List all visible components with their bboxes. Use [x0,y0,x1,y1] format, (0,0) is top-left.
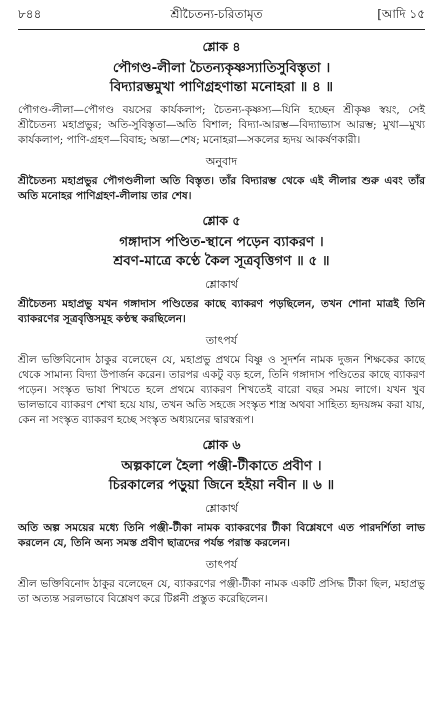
verse-4-line-1: পৌগণ্ড-লীলা চৈতন্যকৃষ্ণস্যাতিসুবিস্তৃতা । [112,60,331,76]
verse-5-meaning-label: শ্লোকার্থ [205,278,238,291]
verse-6-purport: শ্রীল ভক্তিবিনোদ ঠাকুর বলেছেন যে, ব্যাকরণের পঞ্জী-টীকা নামক একটি প্রসিদ্ধ টীকা ছিল, মহাপ্রভু তা অত্যন্ত সরলভাবে বিশ্লেষণ করে টিপ্পনী প্রস্তুত করেছিলেন। [18,578,425,605]
verse-4-line-2: বিদ্যারম্ভমুখা পাণিগ্রহণান্তা মনোহরা ॥ ৪ ॥ [109,79,334,95]
verse-4-label: শ্লোক ৪ [202,39,241,54]
verse-6-meaning-label: শ্লোকার্থ [205,502,238,515]
page-number: ৮৪৪ [18,7,42,21]
verse-4-translation: শ্রীচৈতন্য মহাপ্রভুর পৌগণ্ডলীলা অতি বিস্তৃত। তাঁর বিদ্যারম্ভ থেকে এই লীলার শুরু এবং তাঁর অতি মনোহর পাণিগ্রহণ-লীলায় তার শেষ। [18,175,425,202]
running-title: শ্রীচৈতন্য-চরিতামৃত [170,7,263,21]
verse-6-purport-label: তাৎপর্য [205,558,238,571]
verse-5-purport-label: তাৎপর্য [205,334,238,347]
verse-5-line-2: শ্রবণ-মাত্রে কণ্ঠে কৈল সূত্রবৃত্তিগণ ॥ ৫ ॥ [113,253,330,269]
verse-6-line-1: অল্পকালে হৈলা পঞ্জী-টীকাতে প্রবীণ । [121,458,322,474]
verse-4-translation-label: অনুবাদ [205,155,238,168]
verse-6-label: শ্লোক ৬ [202,437,241,452]
verse-6-meaning: অতি অল্প সময়ের মধ্যে তিনি পঞ্জী-টীকা নামক ব্যাকরণের টীকা বিশ্লেষণে এত পারদর্শিতা লাভ করলেন যে, তিনি অন্য সমস্ত প্রবীণ ছাত্রদের পর্যন্ত পরাস্ত করলেন। [18,522,425,549]
verse-5-meaning: শ্রীচৈতন্য মহাপ্রভু যখন গঙ্গাদাস পণ্ডিতের কাছে ব্যাকরণ পড়ছিলেন, তখন শোনা মাত্রই তিনি ব্যাকরণের সূত্রবৃত্তিসমূহ কণ্ঠস্থ করছিলেন। [18,298,425,325]
verse-4-word-meaning: পৌগণ্ড-লীলা—পৌগণ্ড বয়সের কার্যকলাপ; চৈতন্য-কৃষ্ণস্য—যিনি হচ্ছেন শ্রীকৃষ্ণ স্বয়ং, সেই শ্রীচৈতন্য মহাপ্রভুর; অতি-সুবিস্তৃতা—অতি বিশাল; বিদ্যা-আরম্ভ—বিদ্যাভ্যাস আরম্ভ; মুখা—মুখ্য কার্যকলাপ; পাণি-গ্রহণ—বিবাহ; অন্তা—শেষ; মনোহরা—সকলের হৃদয় আকর্ষণকারী। [18,104,425,146]
page-header [18,6,425,30]
verse-5-purport: শ্রীল ভক্তিবিনোদ ঠাকুর বলেছেন যে, মহাপ্রভু প্রথমে বিষ্ণু ও সুদর্শন নামক দুজন শিক্ষকের কাছে থেকে সামান্য বিদ্যা উপার্জন করেন। তারপর একটু বড় হলে, তিনি গঙ্গাদাস পণ্ডিতের কাছে ব্যাকরণ পড়েন। সংস্কৃত ভাষা শিখতে হলে প্রথমে ব্যাকরণ শিখতেই বারো বছর সময় লাগে। যখন খুব ভালভাবে ব্যাকরণ শেখা হয়ে যায়, তখন অতি সহজে সংস্কৃত শাস্ত্র অথবা সাহিত্য হৃদয়ঙ্গম করা যায়, কেন না সংস্কৃত ব্যাকরণ হচ্ছে সংস্কৃত অধ্যয়নের দ্বারস্বরূপ। [18,354,425,426]
verse-5-line-1: গঙ্গাদাস পণ্ডিত-স্থানে পড়েন ব্যাকরণ । [119,234,324,250]
chapter-reference: [আদি ১৫ [377,7,425,21]
verse-5-label: শ্লোক ৫ [202,213,241,228]
verse-6-line-2: চিরকালের পড়ুয়া জিনে হইয়া নবীন ॥ ৬ ॥ [108,477,335,493]
